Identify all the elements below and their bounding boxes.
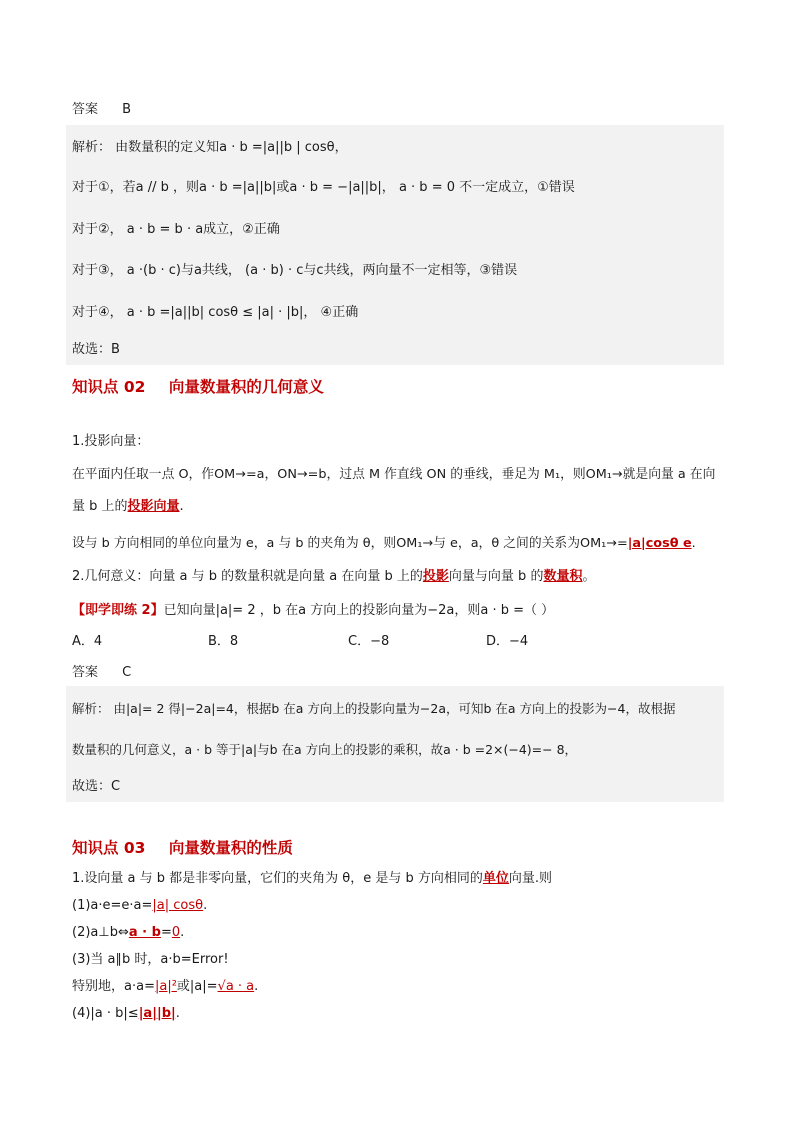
text: 设与 b 方向相同的单位向量为 e，a 与 b 的夹角为 θ，则OM₁→与 e，a，θ 之间的关系为OM₁→= <box>72 536 628 551</box>
blank-answer: 单位 <box>482 871 509 886</box>
section-title: 向量数量积的性质 <box>168 839 293 857</box>
paragraph <box>72 498 184 516</box>
paragraph <box>72 924 184 942</box>
answer-line <box>72 101 131 119</box>
blank-answer: a · b <box>128 925 161 940</box>
text: (1)a·e=e·a= <box>72 898 153 913</box>
paragraph <box>72 870 552 888</box>
text: . <box>254 979 259 994</box>
text: 或|a|= <box>176 979 218 994</box>
section-number: 知识点 02 <box>72 378 146 396</box>
section-heading <box>72 838 293 858</box>
analysis-line: 对于③， a ·(b · c)与a共线， (a · b) · c与c共线，两向量不一定相等，③错误 <box>72 263 518 278</box>
text: . <box>180 925 185 940</box>
paragraph: 1.投影向量： <box>72 434 150 449</box>
text: 1.设向量 a 与 b 都是非零向量，它们的夹角为 θ，e 是与 b 方向相同的 <box>72 871 483 886</box>
blank-answer: |a| cosθ <box>152 898 204 913</box>
paragraph: 在平面内任取一点 O，作OM→=a，ON→=b，过点 M 作直线 ON 的垂线，垂足为 M₁，则OM₁→就是向量 a 在向 <box>72 467 716 482</box>
text: 量 b 上的 <box>72 499 128 514</box>
analysis-line: 解析： 由|a|= 2 得|−2a|=4，根据b 在a 方向上的投影向量为−2a，可知b 在a 方向上的投影为−4，故根据 <box>72 701 676 716</box>
blank-answer: √a · a <box>217 979 255 994</box>
analysis-line: 故选：B <box>72 342 120 357</box>
blank-answer: 0 <box>171 925 181 940</box>
blank-answer: 数量积 <box>543 569 583 584</box>
text: 特别地，a·a= <box>72 979 155 994</box>
option-a: A．4 <box>72 634 103 649</box>
analysis-line: 故选：C <box>72 779 121 794</box>
answer-label: 答案 <box>72 102 99 117</box>
text: . <box>203 898 208 913</box>
answer-value: C <box>122 665 132 680</box>
text: = <box>160 925 172 940</box>
answer-line <box>72 664 131 682</box>
exercise-stem: 已知向量|a|= 2 ，b 在a 方向上的投影向量为−2a，则a · b =（ ） <box>163 603 555 618</box>
section-number: 知识点 03 <box>72 839 146 857</box>
answer-value: B <box>122 102 132 117</box>
analysis-line: 数量积的几何意义，a · b 等于|a|与b 在a 方向上的投影的乘积，故a · b =2×(−4)=− 8， <box>72 742 578 757</box>
section-title: 向量数量积的几何意义 <box>168 378 324 396</box>
analysis-line: 解析： 由数量积的定义知a · b =|a||b | cosθ， <box>72 140 348 155</box>
blank-answer: |a||b| <box>138 1006 176 1021</box>
text: 2.几何意义：向量 a 与 b 的数量积就是向量 a 在向量 b 上的 <box>72 569 423 584</box>
blank-answer: |a|² <box>154 979 177 994</box>
exercise-tag: 【即学即练 2】 <box>72 603 164 618</box>
text: (2)a⊥b⇔ <box>72 925 129 940</box>
analysis-box <box>66 125 724 365</box>
paragraph <box>72 978 258 996</box>
option-b: B．8 <box>208 634 239 649</box>
paragraph <box>72 897 207 915</box>
text: 。 <box>582 569 596 584</box>
blank-answer: 投影 <box>422 569 449 584</box>
paragraph: (3)当 a∥b 时，a·b=Error! <box>72 952 229 967</box>
analysis-line: 对于①，若a // b ，则a · b =|a||b|或a · b = −|a||b|， a · b = 0 不一定成立，①错误 <box>72 180 575 195</box>
text: . <box>179 499 184 514</box>
exercise-question <box>72 602 554 620</box>
paragraph <box>72 1005 180 1023</box>
text: 向量与向量 b 的 <box>448 569 544 584</box>
analysis-line: 对于②， a · b = b · a成立，②正确 <box>72 222 280 237</box>
text: . <box>175 1006 180 1021</box>
section-heading <box>72 377 324 397</box>
text: (4)|a · b|≤ <box>72 1006 139 1021</box>
option-d: D．−4 <box>486 634 529 649</box>
blank-answer: |a|cosθ e <box>627 536 692 551</box>
text: 向量.则 <box>508 871 553 886</box>
option-c: C．−8 <box>348 634 390 649</box>
paragraph <box>72 568 595 586</box>
paragraph <box>72 535 696 553</box>
analysis-line: 对于④， a · b =|a||b| cosθ ≤ |a| · |b|， ④正确 <box>72 305 359 320</box>
blank-answer: 投影向量 <box>127 499 180 514</box>
text: . <box>691 536 696 551</box>
answer-label: 答案 <box>72 665 99 680</box>
